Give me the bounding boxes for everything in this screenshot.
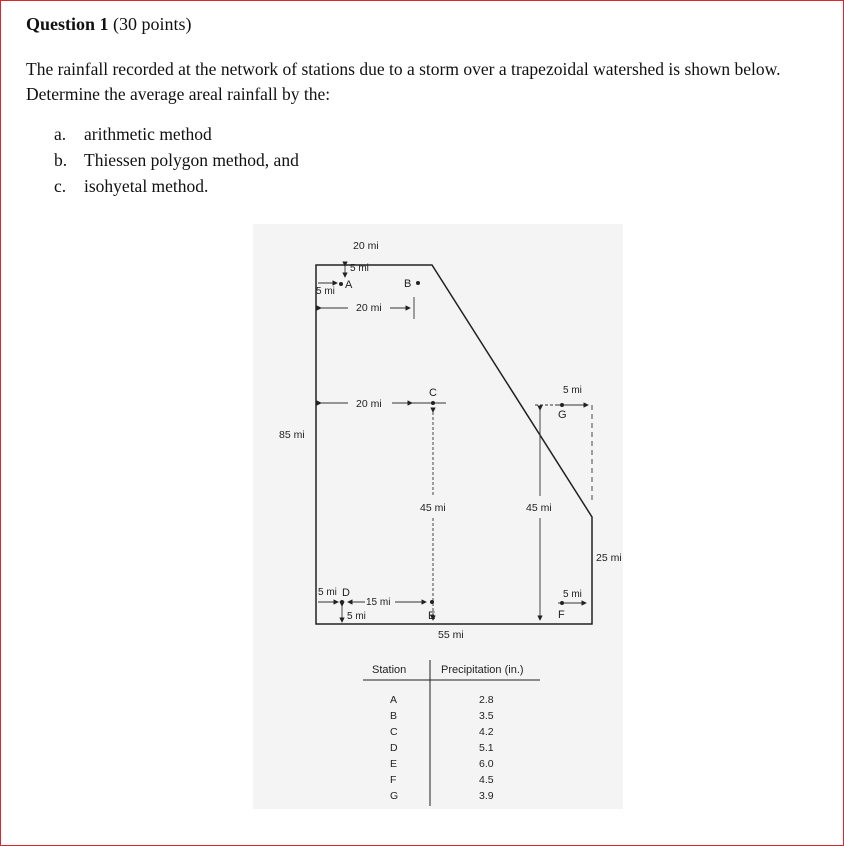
question-part [26,121,826,147]
watershed-figure [253,224,623,809]
station-label-e: E [428,610,436,622]
table-station-cell: G [390,790,399,802]
table-precip-cell: 3.5 [479,710,494,722]
table-station-cell: B [390,710,398,722]
dim-f-5: 5 mi [563,589,582,600]
question-part [26,147,826,173]
table-station-cell: E [390,758,398,770]
part-text: isohyetal method. [84,176,209,196]
dim-d-5-horiz: 5 mi [318,587,337,598]
dim-bottom-55: 55 mi [438,629,464,641]
question-points: (30 points) [113,14,192,34]
station-label-g: G [558,409,567,421]
dim-c-20: 20 mi [356,398,382,410]
table-header-station: Station [372,664,407,676]
dim-d-15: 15 mi [366,597,391,608]
watershed-diagram [253,224,623,809]
dim-side-85: 85 mi [279,429,305,441]
question-part [26,173,826,199]
part-text: arithmetic method [84,124,212,144]
part-letter: b. [54,150,68,170]
dim-g-45: 45 mi [526,502,552,514]
table-station-cell: A [390,694,398,706]
question-title-bold: Question 1 [26,14,109,34]
question-document [26,14,826,199]
dim-right-25: 25 mi [596,552,622,564]
dim-g-5: 5 mi [563,385,582,396]
station-label-b: B [404,278,412,290]
station-label-f: F [558,609,565,621]
part-letter: a. [54,124,67,144]
station-label-a: A [345,279,353,291]
part-text: Thiessen polygon method, and [84,150,299,170]
table-precip-cell: 3.9 [479,790,494,802]
station-d-marker [340,600,344,604]
question-intro: The rainfall recorded at the network of stations due to a storm over a trapezoidal watershed is shown below. Determine the average areal rainfall by the: [26,59,781,104]
table-rows [390,694,494,802]
dim-c-45: 45 mi [420,502,446,514]
station-f-marker [560,601,564,605]
dim-d-5-vert: 5 mi [347,611,366,622]
question-parts-list [26,121,826,199]
table-precip-cell: 6.0 [479,758,494,770]
table-station-cell: F [390,774,397,786]
station-b-marker [416,281,420,285]
watershed-boundary [316,265,592,624]
question-title [26,14,826,35]
station-g-marker [560,403,564,407]
table-precip-cell: 5.1 [479,742,494,754]
station-e-marker [430,600,434,604]
table-precip-cell: 2.8 [479,694,494,706]
table-station-cell: C [390,726,398,738]
part-letter: c. [54,176,67,196]
table-header-precip: Precipitation (in.) [441,664,524,676]
station-c-marker [431,401,435,405]
table-precip-cell: 4.2 [479,726,494,738]
dim-a-5-horiz: 5 mi [316,286,335,297]
dim-b-20: 20 mi [356,302,382,314]
station-label-d: D [342,587,350,599]
dim-a-5-vert: 5 mi [350,263,369,274]
station-label-c: C [429,387,437,399]
table-station-cell: D [390,742,398,754]
table-precip-cell: 4.5 [479,774,494,786]
dim-top-20: 20 mi [353,240,379,252]
station-a-marker [339,282,343,286]
